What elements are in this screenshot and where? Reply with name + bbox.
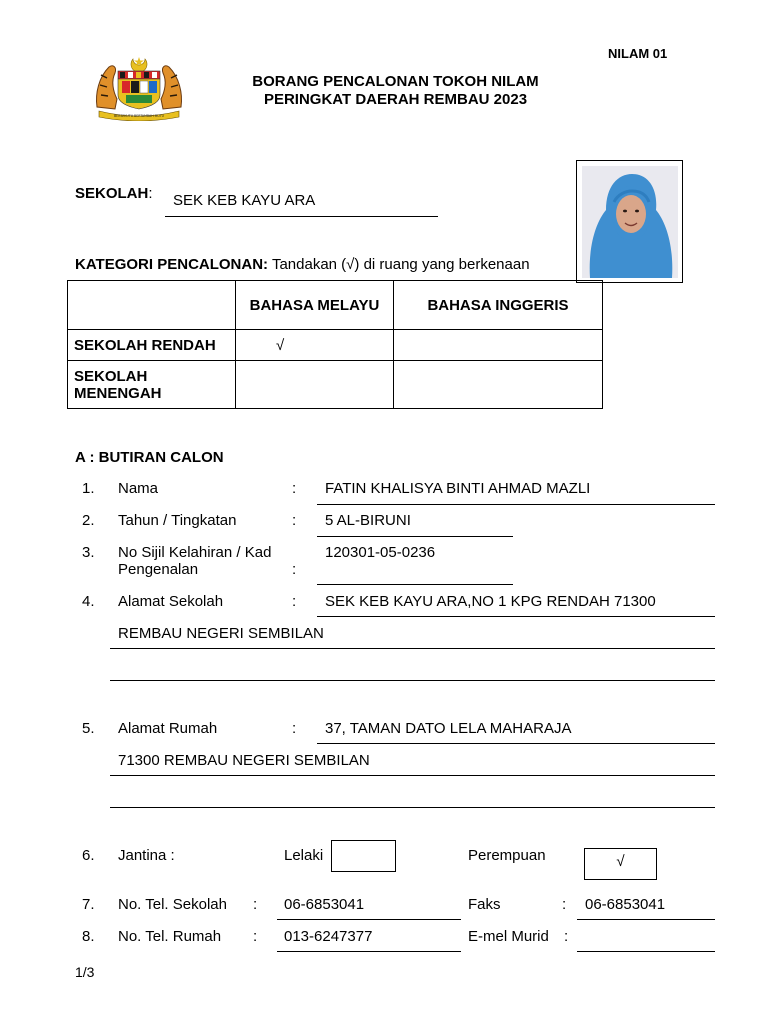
- underline-tel-sekolah: [277, 919, 461, 920]
- colon: :: [292, 561, 297, 578]
- value-nama[interactable]: FATIN KHALISYA BINTI AHMAD MAZLI: [325, 480, 591, 497]
- candidate-photo: [582, 166, 678, 278]
- colon: :: [292, 593, 297, 610]
- label-perempuan: Perempuan: [468, 847, 546, 864]
- checkbox-perempuan[interactable]: √: [584, 848, 657, 880]
- school-value: SEK KEB KAYU ARA: [173, 192, 316, 209]
- cell-rendah-bi[interactable]: [394, 330, 603, 361]
- label-tel-rumah: No. Tel. Rumah: [118, 928, 222, 945]
- category-corner-cell: [68, 281, 236, 330]
- colon: :: [292, 480, 297, 497]
- form-code: NILAM 01: [608, 46, 668, 61]
- colon: :: [253, 896, 258, 913]
- label-jantina: Jantina :: [118, 847, 175, 864]
- label-tel-sekolah: No. Tel. Sekolah: [118, 896, 227, 913]
- underline-nama: [317, 504, 715, 505]
- value-alamat-rumah[interactable]: 37, TAMAN DATO LELA MAHARAJA: [325, 720, 572, 737]
- value-alamat-sekolah[interactable]: SEK KEB KAYU ARA,NO 1 KPG RENDAH 71300: [325, 593, 656, 610]
- label-emel-murid: E-mel Murid: [468, 928, 549, 945]
- row-label-sekolah-menengah: SEKOLAH MENENGAH: [68, 361, 236, 409]
- label-alamat-rumah: Alamat Rumah: [118, 720, 218, 737]
- label-nama: Nama: [118, 480, 159, 497]
- underline-alamat-sekolah: [317, 616, 715, 617]
- category-row: [68, 330, 603, 361]
- colon: :: [292, 720, 297, 737]
- category-table: [67, 280, 603, 409]
- value-faks[interactable]: 06-6853041: [585, 896, 666, 913]
- item-number: 1.: [82, 480, 95, 497]
- category-header-row: [68, 281, 603, 330]
- label-tahun-tingkatan: Tahun / Tingkatan: [118, 512, 237, 529]
- row-label-sekolah-rendah: SEKOLAH RENDAH: [68, 330, 236, 361]
- item-number: 4.: [82, 593, 95, 610]
- underline-alamat-rumah-3: [110, 807, 715, 808]
- value-tel-rumah[interactable]: 013-6247377: [284, 928, 373, 945]
- underline-faks: [577, 919, 715, 920]
- column-bahasa-melayu: BAHASA MELAYU: [236, 281, 394, 330]
- cell-menengah-bm[interactable]: [236, 361, 394, 409]
- label-alamat-sekolah: Alamat Sekolah: [118, 593, 224, 610]
- item-number: 3.: [82, 544, 95, 561]
- school-underline: [165, 216, 438, 217]
- value-alamat-sekolah-line2[interactable]: REMBAU NEGERI SEMBILAN: [118, 625, 324, 642]
- page-number: 1/3: [75, 964, 95, 980]
- underline-no-sijil: [317, 584, 513, 585]
- underline-alamat-sekolah-3: [110, 680, 715, 681]
- label-lelaki: Lelaki: [284, 847, 324, 864]
- school-label: SEKOLAH:: [75, 185, 153, 202]
- item-number: 6.: [82, 847, 95, 864]
- colon: :: [253, 928, 258, 945]
- underline-alamat-rumah-2: [110, 775, 715, 776]
- value-no-sijil[interactable]: 120301-05-0236: [325, 544, 436, 561]
- category-row: [68, 361, 603, 409]
- item-number: 5.: [82, 720, 95, 737]
- underline-alamat-sekolah-2: [110, 648, 715, 649]
- section-a-title: A : BUTIRAN CALON: [75, 449, 224, 466]
- cell-menengah-bi[interactable]: [394, 361, 603, 409]
- page-title-line1: BORANG PENCALONAN TOKOH NILAM: [252, 73, 539, 90]
- underline-tel-rumah: [277, 951, 461, 952]
- page-title-line2: PERINGKAT DAERAH REMBAU 2023: [263, 91, 528, 108]
- underline-alamat-rumah: [317, 743, 715, 744]
- item-number: 8.: [82, 928, 95, 945]
- colon: :: [562, 896, 567, 913]
- underline-emel: [577, 951, 715, 952]
- value-alamat-rumah-line2[interactable]: 71300 REMBAU NEGERI SEMBILAN: [118, 752, 370, 769]
- category-heading: KATEGORI PENCALONAN: Tandakan (√) di ruang yang berkenaan: [75, 256, 530, 273]
- candidate-photo-frame: [576, 160, 683, 283]
- colon: :: [292, 512, 297, 529]
- value-tel-sekolah[interactable]: 06-6853041: [284, 896, 365, 913]
- checkbox-lelaki[interactable]: [331, 840, 396, 872]
- colon: :: [564, 928, 569, 945]
- item-number: 7.: [82, 896, 95, 913]
- label-no-sijil: No Sijil Kelahiran / Kad Pengenalan: [118, 544, 272, 578]
- underline-tahun: [317, 536, 513, 537]
- cell-rendah-bm[interactable]: √: [236, 330, 394, 361]
- label-faks: Faks: [468, 896, 501, 913]
- item-number: 2.: [82, 512, 95, 529]
- crest-motto: BERSEKUTU BERTAMBAH MUTU: [113, 114, 165, 118]
- value-tahun-tingkatan[interactable]: 5 AL-BIRUNI: [325, 512, 411, 529]
- column-bahasa-inggeris: BAHASA INGGERIS: [394, 281, 603, 330]
